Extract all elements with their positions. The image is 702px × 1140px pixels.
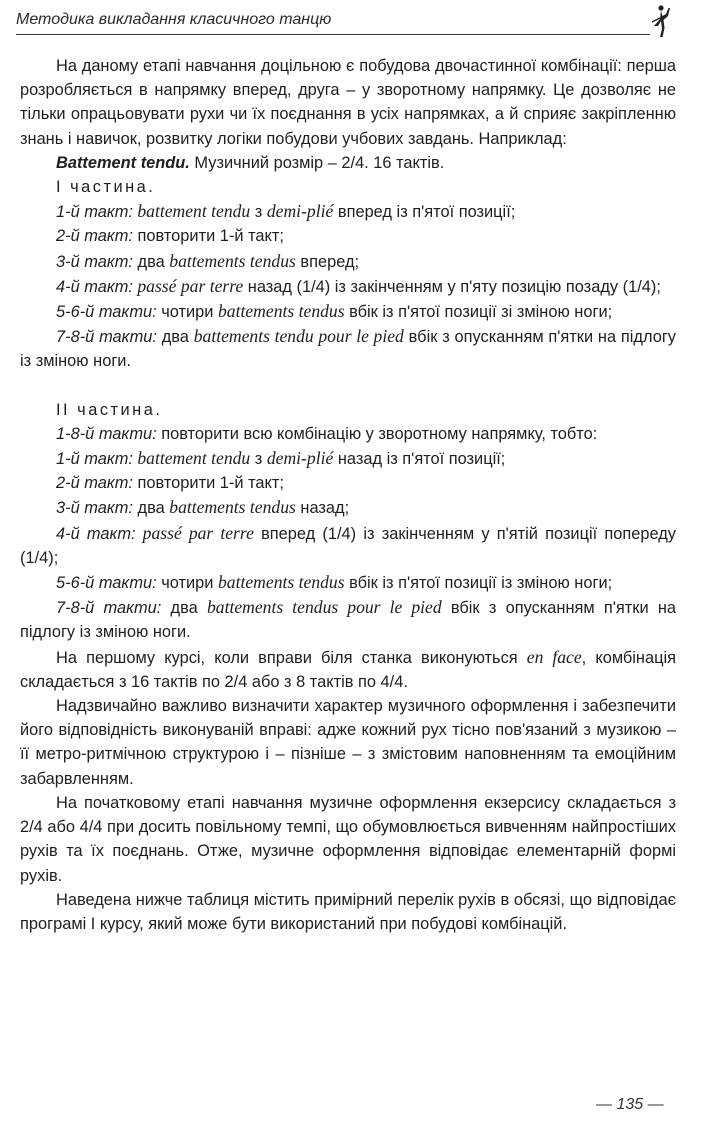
step-text: два — [132, 499, 170, 518]
step-text: назад (1/4) із закінченням у п'яту позицію позаду (1/4); — [243, 277, 661, 296]
intro-paragraph: На даному етапі навчання доцільною є побудова двочастинної комбінації: перша розробляється в напрямку вперед, друга – у зворотному напрямку. Це дозволяє не тільки опрацьовувати рухи чи їх поєднання в усіх напрямках, а й сприяє закріпленню знань і навичок, розвитку логіки побудови учбових завдань. Наприклад: — [20, 57, 676, 148]
step-text: вбік із п'ятої позиції зі зміною ноги; — [344, 303, 613, 322]
step-measure: 7-8-й такти: — [56, 599, 162, 618]
instruction-step — [20, 471, 676, 495]
step-text: з — [250, 450, 267, 469]
step-measure: 3-й такт: — [56, 499, 133, 518]
running-header — [16, 8, 678, 38]
step-measure: 5-6-й такти: — [56, 574, 157, 593]
step-text: назад; — [295, 499, 350, 518]
instruction-step — [20, 521, 676, 570]
page-body — [20, 54, 676, 936]
instruction-step — [20, 324, 676, 373]
part1-steps — [20, 199, 676, 373]
ballerina-icon — [648, 4, 674, 38]
instruction-step — [20, 570, 676, 595]
instruction-step — [20, 495, 676, 520]
section-gap — [20, 374, 676, 398]
step-text: два — [132, 252, 170, 271]
step-measure: 7-8-й такти: — [56, 328, 157, 347]
para1-before: На першому курсі, коли вправи біля станка виконуються — [56, 648, 527, 667]
step-text: два — [156, 328, 194, 347]
instruction-step — [20, 224, 676, 248]
step-term: battement tendu — [132, 201, 251, 222]
step-text: повторити 1-й такт; — [132, 227, 284, 246]
step-text: вбік із п'ятої позиції із зміною ноги; — [344, 574, 613, 593]
step-measure: 3-й такт: — [56, 252, 133, 271]
instruction-step — [20, 249, 676, 274]
instruction-step — [20, 199, 676, 224]
step-term: demi-plié — [266, 201, 334, 222]
step-term: battements tendus — [169, 250, 296, 271]
para1-after: , комбінація складається з 16 тактів по 2/4 або з 8 тактів по 4/4. — [20, 648, 677, 691]
step-term: battements tendus pour le pied — [206, 597, 442, 618]
step-measure: 2-й такт: — [56, 474, 133, 493]
step-text: повторити 1-й такт; — [132, 474, 284, 493]
paragraph-initial-stage: На початковому етапі навчання музичне оформлення екзерсису складається з 2/4 або 4/4 при досить повільному темпі, що обумовлюється вивченням найпростіших рухів та їх поєднань. Отже, музичне оформлення відповідає елементарній формі рухів. — [20, 793, 676, 885]
paragraph-table-note: Наведена нижче таблиця містить примірний перелік рухів в обсязі, що відповідає програмі І курсу, який може бути використаний при побудові комбінацій. — [20, 890, 676, 933]
step-text: вбік з опусканням п'ятки на підлогу із зміною ноги. — [20, 599, 676, 642]
step-measure: 1-й такт: — [56, 450, 133, 469]
part2-title: ІІ частина. — [56, 400, 163, 419]
step-term: battements tendu pour le pied — [193, 326, 404, 347]
step-text: чотири — [156, 303, 218, 322]
part1-title: І частина. — [56, 178, 156, 197]
step-term: battements tendus — [218, 301, 345, 322]
header-title: Методика викладання класичного танцю — [16, 11, 332, 28]
step-term: passé par terre — [132, 275, 244, 296]
step-measure: 4-й такт: — [56, 524, 136, 543]
para1-term: en face — [526, 646, 582, 667]
step-text: чотири — [156, 574, 218, 593]
instruction-step — [20, 595, 676, 644]
step-text: назад із п'ятої позиції; — [333, 450, 506, 469]
step-term: battements tendus — [169, 497, 296, 518]
step-measure: 2-й такт: — [56, 227, 133, 246]
step-measure: 4-й такт: — [56, 277, 133, 296]
step-measure: 5-6-й такти: — [56, 303, 157, 322]
step-term: battements tendus — [218, 572, 345, 593]
page-number: — 135 — — [596, 1096, 664, 1113]
step-text: вперед із п'ятої позиції; — [333, 203, 516, 222]
step-text: вперед (1/4) із закінченням у п'ятій позиції попереду (1/4); — [20, 524, 676, 567]
step-text: вбік з опусканням п'ятки на підлогу із зміною ноги. — [20, 328, 677, 371]
instruction-step — [20, 274, 676, 299]
step-measure: 1-8-й такти: — [56, 424, 157, 443]
step-term: passé par terre — [135, 522, 254, 543]
step-text: з — [250, 203, 267, 222]
step-text: два — [161, 599, 207, 618]
exercise-heading — [20, 151, 676, 175]
header-rule — [16, 34, 650, 35]
step-text: повторити всю комбінацію у зворотному напрямку, тобто: — [156, 424, 598, 443]
paragraph-en-face — [20, 645, 676, 694]
instruction-step — [20, 299, 676, 324]
paragraph-music-character: Надзвичайно важливо визначити характер музичного оформлення і забезпечити його відповідність виконуваній вправі: адже кожний рух тісно пов'язаний з музикою – її метро-ритмічною структурою і – пізніше – з змістовим наповненням та емоційним забарвленням. — [20, 697, 676, 788]
step-term: battement tendu — [132, 448, 251, 469]
step-text: вперед; — [295, 252, 360, 271]
part2-steps — [20, 422, 676, 645]
instruction-step — [20, 446, 676, 471]
exercise-meta: Музичний розмір – 2/4. 16 тактів. — [189, 153, 445, 172]
instruction-step — [20, 422, 676, 446]
step-measure: 1-й такт: — [56, 203, 133, 222]
step-term: demi-plié — [266, 448, 334, 469]
exercise-title: Battement tendu. — [56, 153, 190, 172]
